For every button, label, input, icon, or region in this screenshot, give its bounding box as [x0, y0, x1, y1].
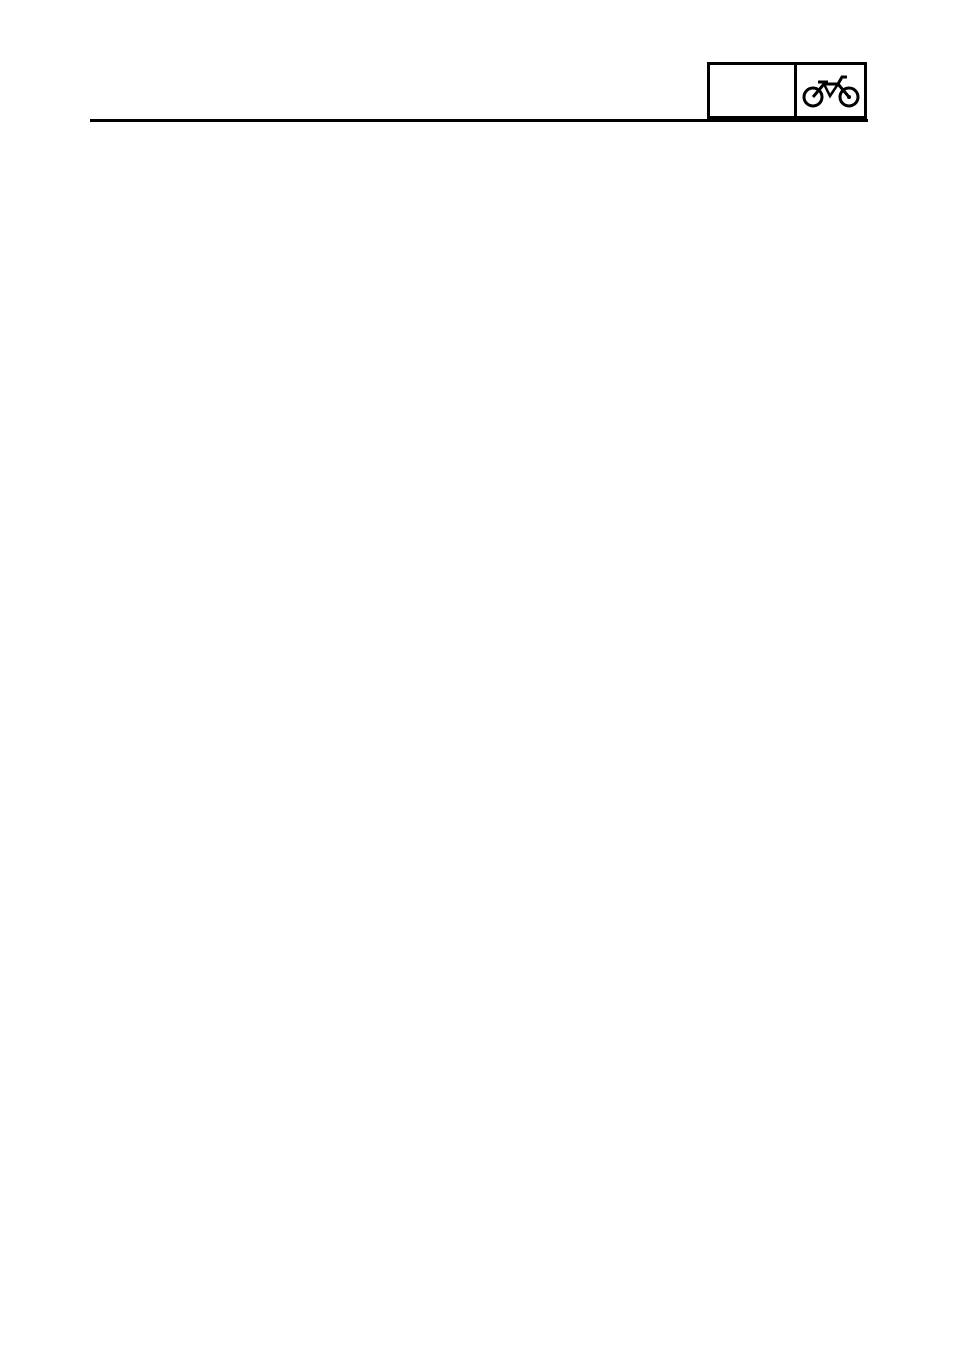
chapter-tab	[707, 62, 867, 119]
chapter-label	[710, 65, 797, 116]
motorcycle-icon	[797, 65, 864, 116]
header-rule	[90, 119, 868, 122]
